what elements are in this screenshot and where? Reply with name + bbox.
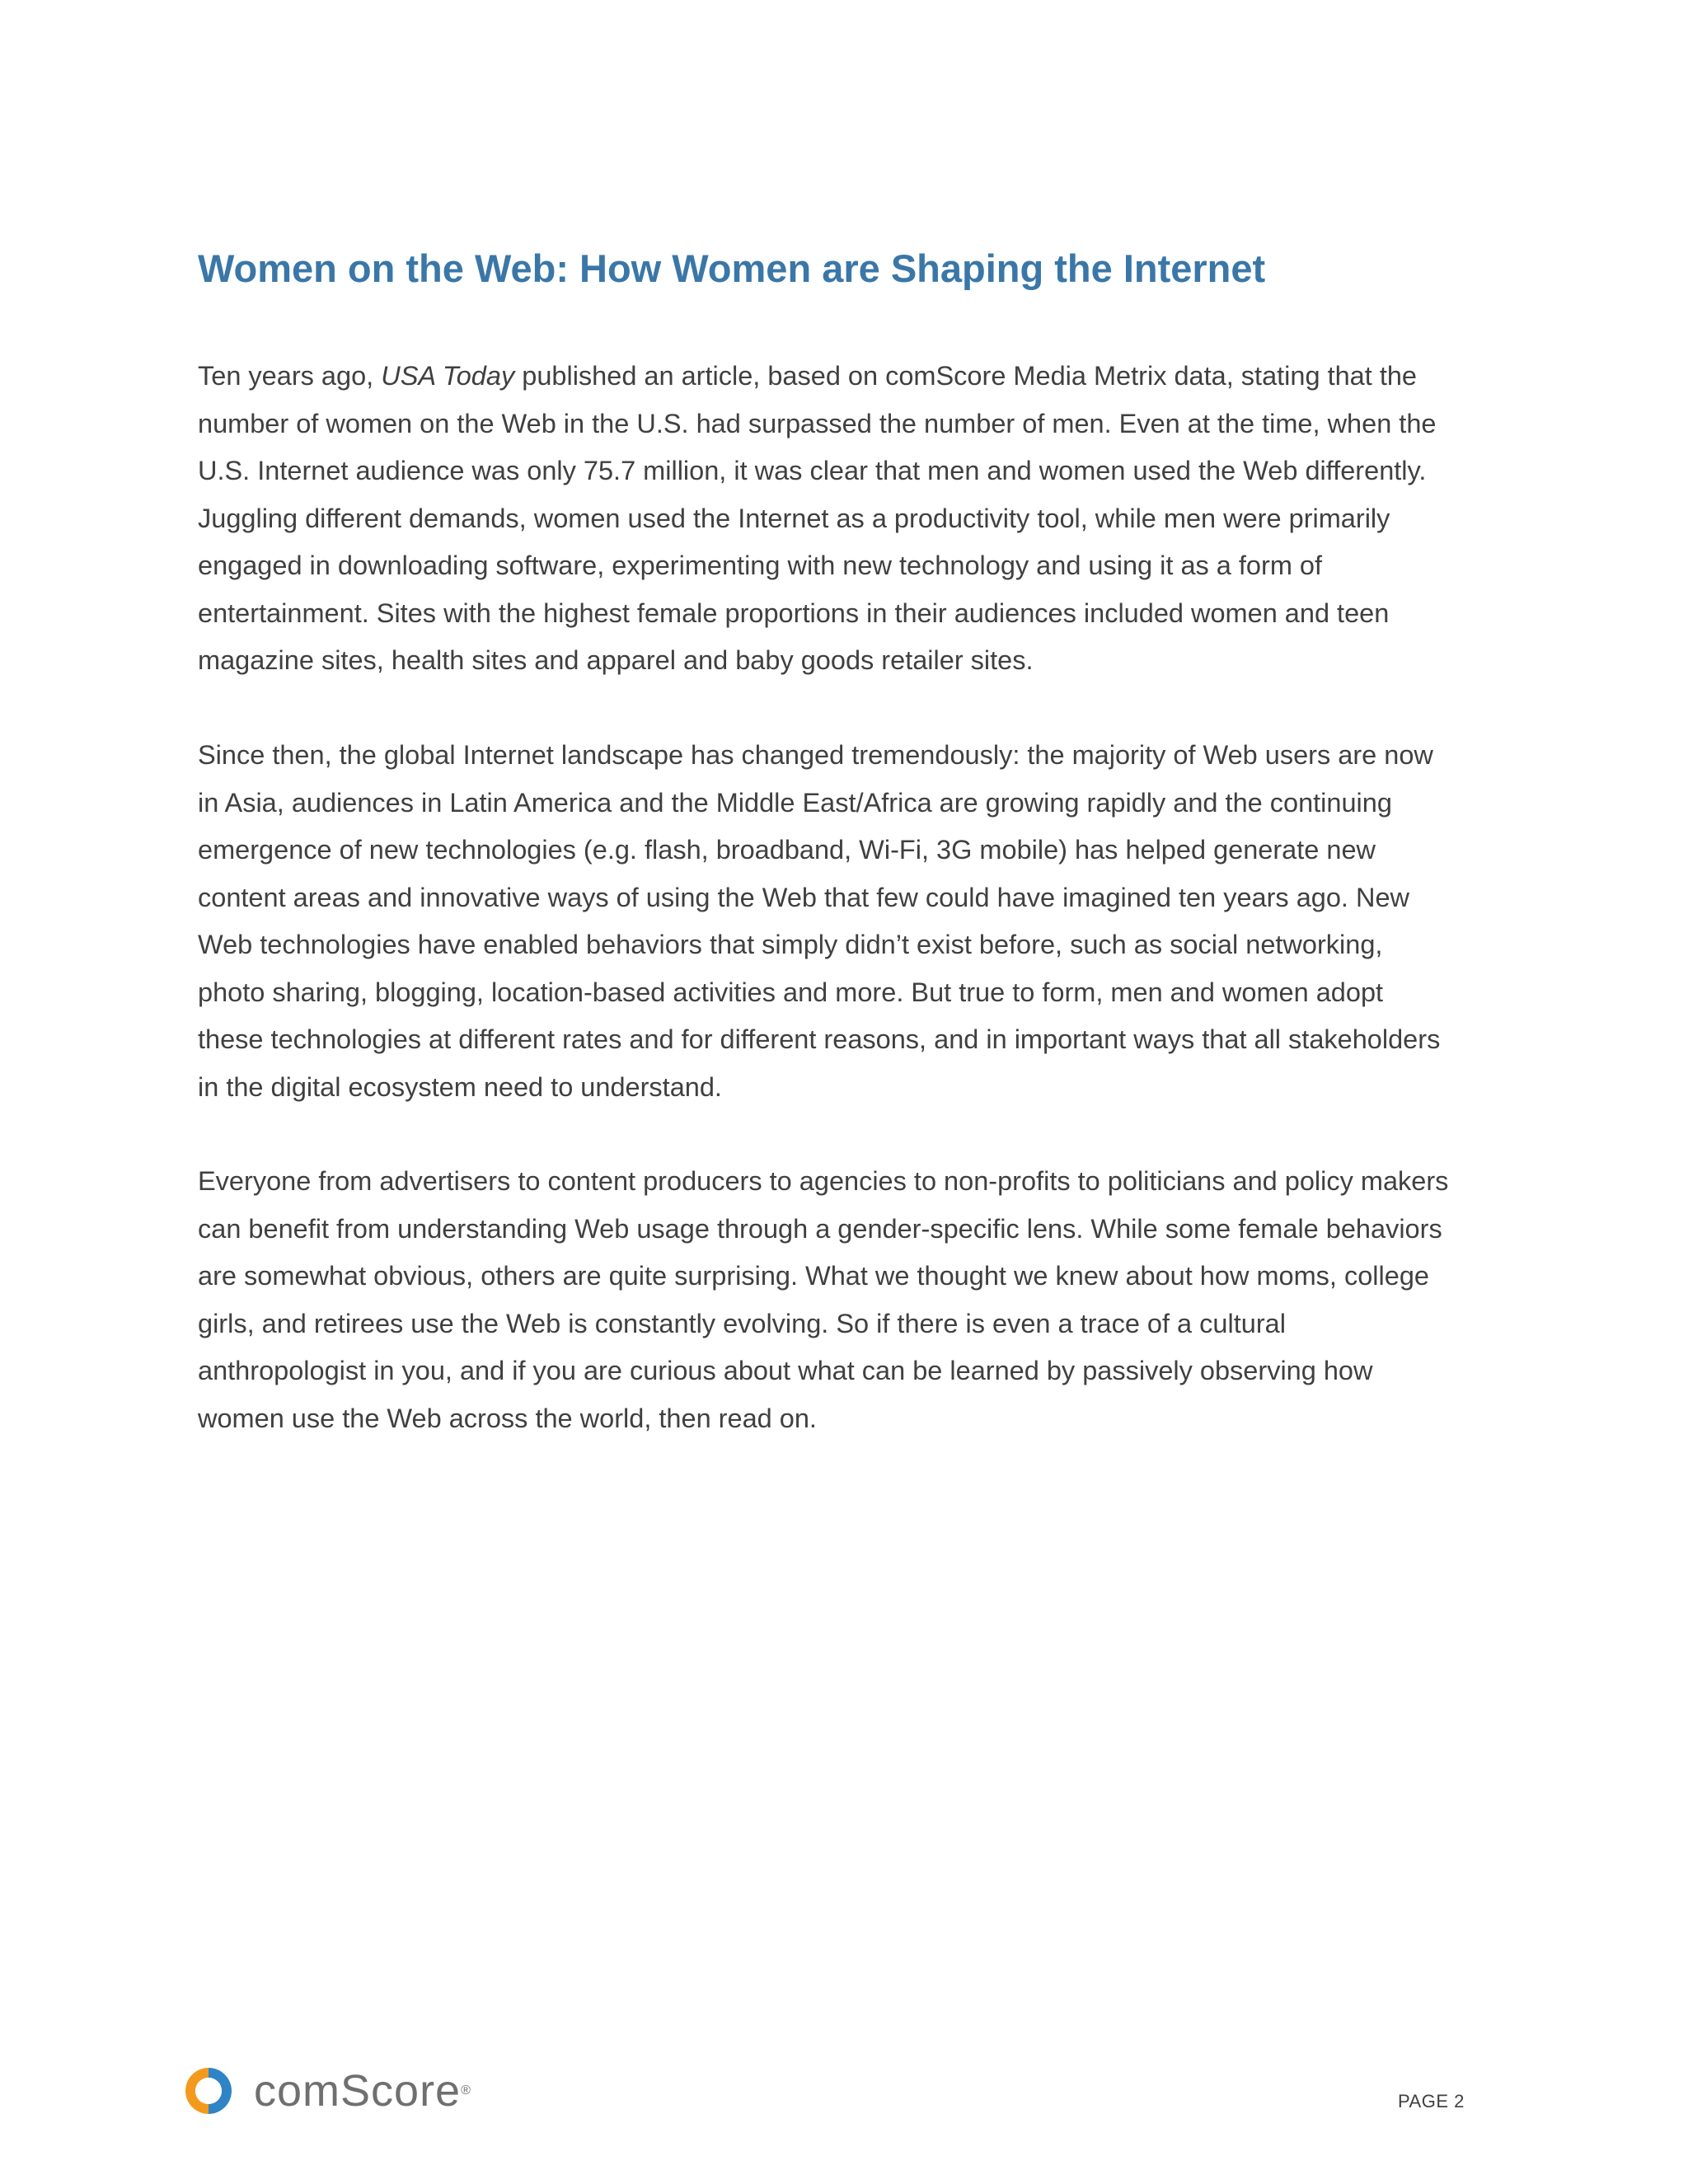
- comscore-logo-icon: [183, 2065, 234, 2116]
- page-title: Women on the Web: How Women are Shaping the Internet: [198, 246, 1266, 290]
- registered-mark: ®: [461, 2083, 471, 2097]
- comscore-logo: [183, 2062, 496, 2120]
- logo-text: comScore: [254, 2066, 462, 2116]
- paragraph-line: photo sharing, blogging, location-based activities and more. But true to form, men and women adopt: [198, 977, 1384, 1007]
- text-run: published an article, based on comScore Media Metrix data, stating that the: [514, 361, 1417, 391]
- publication-name: USA Today: [381, 361, 515, 391]
- logo-wordmark: [254, 2065, 471, 2116]
- paragraph-line: content areas and innovative ways of using the Web that few could have imagined ten years ago. New: [198, 882, 1410, 912]
- paragraph-line: Everyone from advertisers to content producers to agencies to non-profits to politicians and policy makers: [198, 1166, 1449, 1196]
- paragraph-intro: [198, 353, 1500, 685]
- text-run: Ten years ago,: [198, 361, 382, 391]
- paragraph-line: women use the Web across the world, then read on.: [198, 1403, 817, 1433]
- paragraph-line: engaged in downloading software, experimenting with new technology and using it as a form of: [198, 551, 1323, 580]
- paragraph-line: girls, and retirees use the Web is constantly evolving. So if there is even a trace of a cultural: [198, 1308, 1286, 1338]
- paragraph-line: number of women on the Web in the U.S. had surpassed the number of men. Even at the time, when the: [198, 408, 1437, 438]
- paragraph-line: U.S. Internet audience was only 75.7 million, it was clear that men and women used the Web differently.: [198, 456, 1427, 485]
- paragraph-line: magazine sites, health sites and apparel and baby goods retailer sites.: [198, 645, 1034, 675]
- paragraph-line: Web technologies have enabled behaviors that simply didn’t exist before, such as social networking,: [198, 930, 1383, 959]
- page-number: PAGE 2: [1398, 2091, 1465, 2111]
- paragraph-line: entertainment. Sites with the highest female proportions in their audiences included women and teen: [198, 598, 1390, 628]
- paragraph-audience: [198, 1158, 1500, 1442]
- paragraph-line: [198, 353, 1500, 401]
- paragraph-line: Since then, the global Internet landscape has changed tremendously: the majority of Web users are now: [198, 740, 1433, 770]
- paragraph-line: in the digital ecosystem need to understand.: [198, 1071, 722, 1102]
- paragraph-line: these technologies at different rates and for different reasons, and in important ways that all stakeholders: [198, 1024, 1441, 1054]
- paragraph-line: Juggling different demands, women used the Internet as a productivity tool, while men were primarily: [198, 503, 1390, 533]
- paragraph-landscape: [198, 732, 1500, 1111]
- paragraph-line: can benefit from understanding Web usage through a gender-specific lens. While some female behaviors: [198, 1213, 1442, 1244]
- paragraph-line: anthropologist in you, and if you are curious about what can be learned by passively observing how: [198, 1356, 1373, 1385]
- paragraph-line: are somewhat obvious, others are quite surprising. What we thought we knew about how moms, college: [198, 1261, 1429, 1291]
- paragraph-line: emergence of new technologies (e.g. flash, broadband, Wi-Fi, 3G mobile) has helped generate new: [198, 835, 1376, 865]
- paragraph-line: in Asia, audiences in Latin America and the Middle East/Africa are growing rapidly and the continuing: [198, 787, 1392, 818]
